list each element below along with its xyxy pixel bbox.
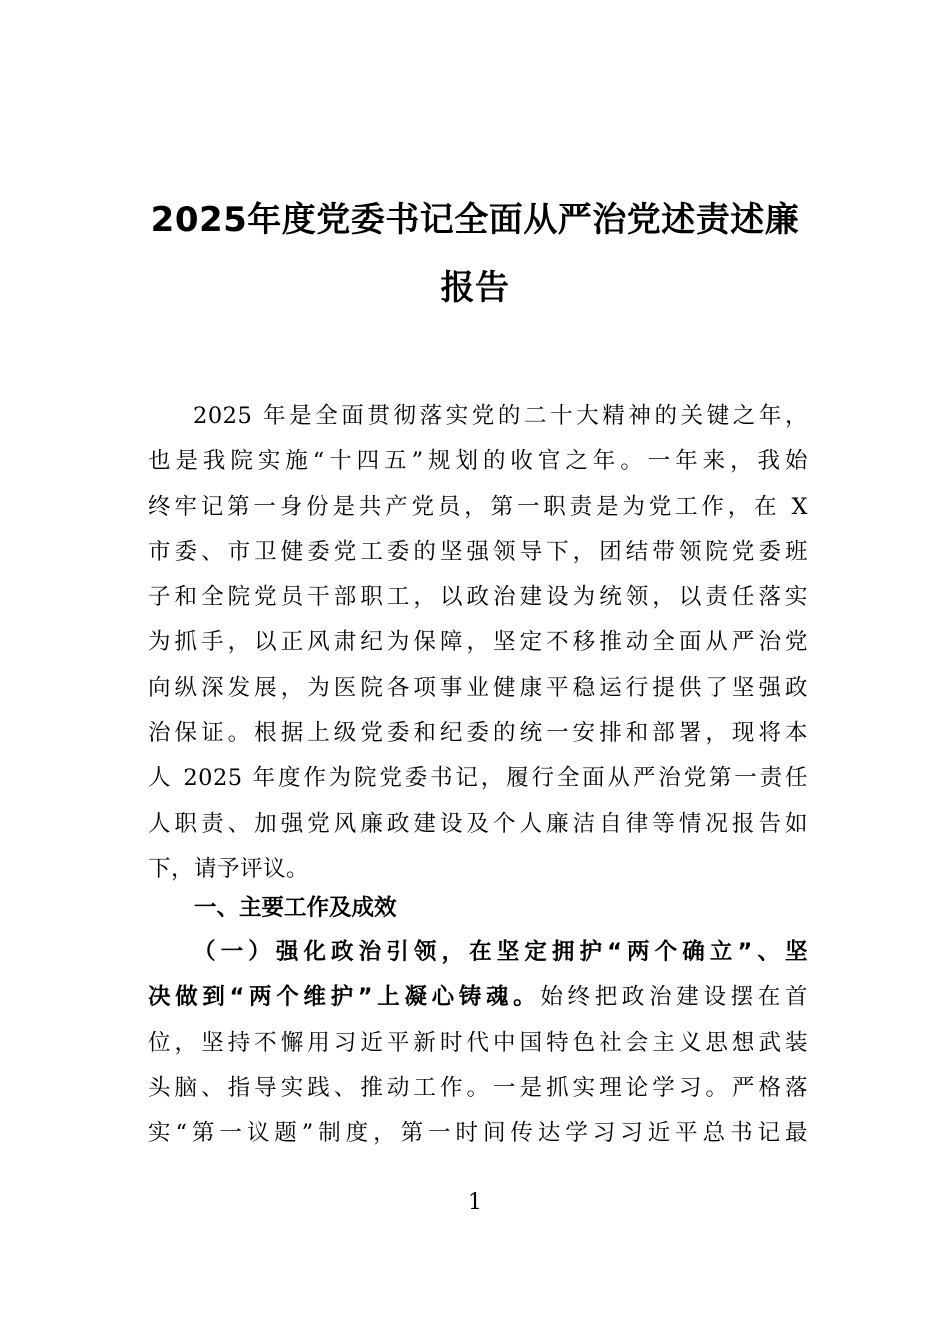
section-1-subtitle-line-2: 决做到“两个维护”上凝心铸魂。 <box>148 984 541 1011</box>
section-heading: 一、主要工作及成效 <box>194 895 397 921</box>
section-1-line: 实“第一议题”制度，第一时间传达学习习近平总书记最 <box>148 1120 808 1147</box>
intro-line: 向纵深发展，为医院各项事业健康平稳运行提供了坚强政 <box>148 674 808 701</box>
intro-line: 为抓手，以正风肃纪为保障，坚定不移推动全面从严治党 <box>148 629 808 656</box>
document-title-line-2: 报告 <box>440 268 510 308</box>
intro-line: 也是我院实施“十四五”规划的收官之年。一年来，我始 <box>148 448 808 475</box>
section-1-line: 位，坚持不懈用习近平新时代中国特色社会主义思想武装 <box>148 1029 808 1056</box>
intro-line: 人职责、加强党风廉政建设及个人廉洁自律等情况报告如 <box>148 810 808 837</box>
document-title-line-1: 2025年度党委书记全面从严治党述责述廉 <box>150 200 800 240</box>
intro-line: 下，请予评议。 <box>148 855 310 882</box>
intro-line: 人 2025 年度作为院党委书记，履行全面从严治党第一责任 <box>148 765 808 792</box>
intro-line: 子和全院党员干部职工，以政治建设为统领，以责任落实 <box>148 584 808 611</box>
intro-line: 2025 年是全面贯彻落实党的二十大精神的关键之年， <box>193 403 808 429</box>
intro-paragraph <box>148 394 808 892</box>
page-number: 1 <box>468 1190 482 1215</box>
section-1-line-2 <box>148 975 808 1020</box>
intro-line: 治保证。根据上级党委和纪委的统一安排和部署，现将本 <box>148 720 808 747</box>
intro-line: 市委、市卫健委党工委的坚强领导下，团结带领院党委班 <box>148 538 808 565</box>
section-1-subtitle-line-1: （一）强化政治引领，在坚定拥护“两个确立”、坚 <box>193 939 808 965</box>
intro-line: 终牢记第一身份是共产党员，第一职责是为党工作，在 X <box>148 493 808 520</box>
section-1-line-2-rest: 始终把政治建设摆在首 <box>540 984 808 1011</box>
section-1-line: 头脑、指导实践、推动工作。一是抓实理论学习。严格落 <box>148 1074 808 1101</box>
section-1-paragraph <box>148 930 808 1156</box>
